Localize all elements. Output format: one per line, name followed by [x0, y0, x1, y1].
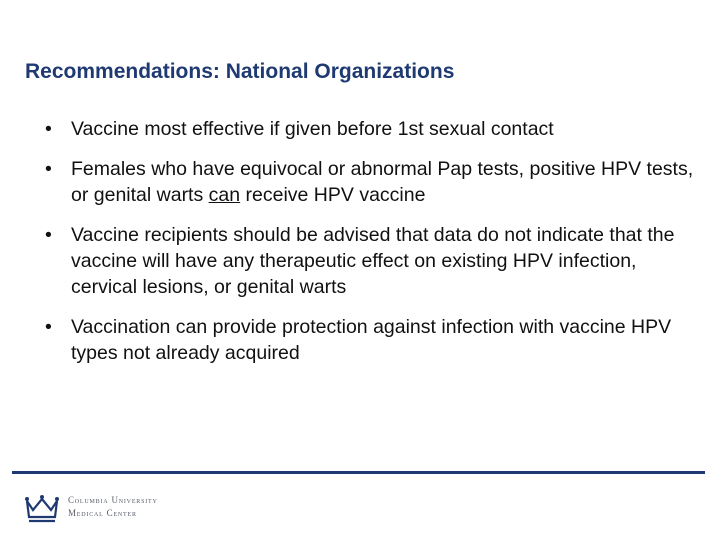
institution-line-1: Columbia University [68, 495, 158, 505]
bullet-marker: • [45, 224, 52, 246]
bullet-item [45, 116, 705, 142]
institution-line-2: Medical Center [68, 508, 137, 518]
bullet-marker: • [45, 316, 52, 338]
footer-rule [12, 471, 705, 474]
bullet-text: Vaccine most effective if given before 1st sexual contact [71, 118, 554, 140]
bullet-item [45, 156, 705, 208]
bullet-text-after: receive HPV vaccine [240, 184, 426, 206]
bullet-text: Vaccine recipients should be advised that data do not indicate that the vaccine will have any therapeutic effect on existing HPV infection, cervical lesions, or genital warts [71, 224, 675, 298]
slide-title: Recommendations: National Organizations [25, 60, 455, 83]
bullet-list [45, 116, 705, 380]
bullet-item [45, 222, 705, 300]
institution-name [68, 494, 158, 520]
bullet-marker: • [45, 118, 52, 140]
bullet-text-before: Females who have equivocal or abnormal Pap tests, positive HPV tests, or genital warts [71, 158, 694, 206]
bullet-text: Vaccination can provide protection against infection with vaccine HPV types not already acquired [71, 316, 672, 364]
bullet-marker: • [45, 158, 52, 180]
bullet-item [45, 314, 705, 366]
bullet-text-underlined: can [208, 184, 241, 206]
crown-icon [24, 493, 60, 523]
